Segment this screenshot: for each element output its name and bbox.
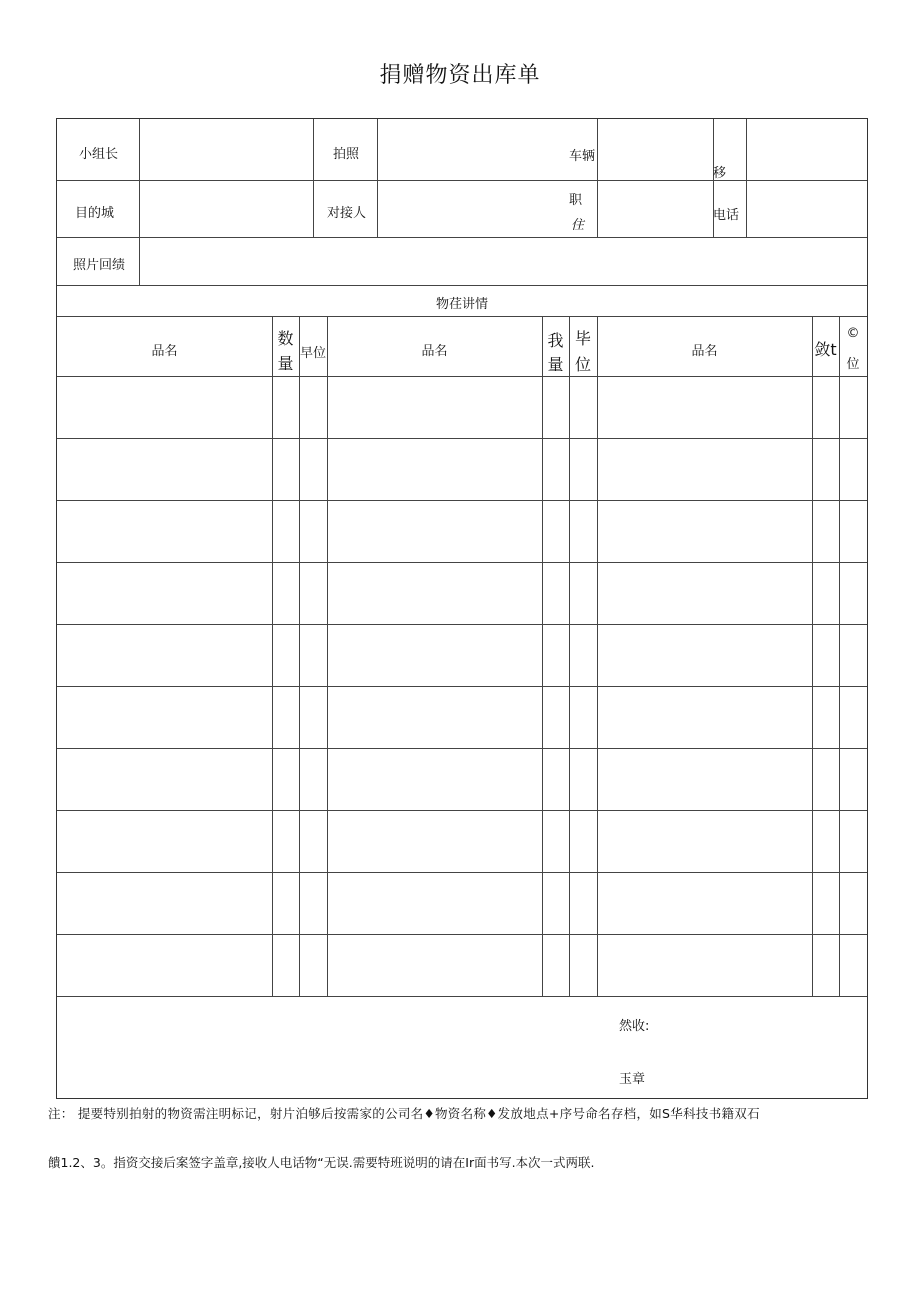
col-divider — [746, 119, 747, 237]
col-divider — [377, 119, 378, 237]
outbound-form — [56, 118, 868, 1099]
receiver-label: 然收: — [619, 1019, 650, 1034]
row-divider — [57, 748, 867, 749]
row-divider — [57, 996, 867, 997]
phone-label: 电话 — [713, 208, 740, 223]
row-divider — [57, 624, 867, 625]
col-divider — [542, 316, 543, 996]
row-divider — [57, 934, 867, 935]
contact-label: 对接人 — [327, 206, 367, 221]
position-label-bottom: 住 — [571, 218, 585, 233]
col-header-qty-3: 敛t — [814, 340, 837, 359]
col-header-unit-3-bottom: 位 — [846, 357, 860, 372]
photo-label: 拍照 — [333, 147, 360, 162]
col-divider — [139, 119, 140, 285]
note-line-2: 饋1.2、3。指资交接后案签字盖章,接收人电话物“无误.需要特班说明的请在Ir面书写.本次一式两联. — [48, 1155, 595, 1170]
section-title: 物荏讲情 — [435, 297, 488, 312]
col-divider — [812, 316, 813, 996]
col-divider — [597, 119, 598, 237]
seal-label: 玉章 — [619, 1072, 646, 1087]
position-label-top: 职 — [569, 193, 583, 208]
col-header-unit-1: 早位 — [299, 346, 326, 361]
col-divider — [272, 316, 273, 996]
col-divider — [313, 119, 314, 237]
row-divider — [57, 438, 867, 439]
col-divider — [839, 316, 840, 996]
row-divider — [57, 316, 867, 317]
row-divider — [57, 500, 867, 501]
page-title: 捐赠物资出库单 — [379, 63, 541, 88]
row-divider — [57, 285, 867, 286]
col-header-qty-2-top: 我 — [547, 331, 564, 350]
row-divider — [57, 237, 867, 238]
col-header-unit-2-bottom: 位 — [574, 355, 591, 374]
row-divider — [57, 872, 867, 873]
col-divider — [299, 316, 300, 996]
row-divider — [57, 686, 867, 687]
destination-label: 目的城 — [75, 206, 115, 221]
photo-return-label: 照片回绩 — [73, 258, 126, 273]
group-leader-label: 小组长 — [79, 147, 119, 162]
col-divider — [569, 316, 570, 996]
col-header-name: 品名 — [421, 344, 448, 359]
col-header-unit-2-top: 毕 — [574, 329, 591, 348]
col-header-qty-1-top: 数 — [277, 329, 294, 348]
row-divider — [57, 810, 867, 811]
move-label: 移 — [713, 166, 727, 181]
col-header-qty-1-bottom: 量 — [277, 354, 294, 373]
col-divider — [597, 316, 598, 996]
col-header-name: 品名 — [691, 344, 718, 359]
row-divider — [57, 562, 867, 563]
col-header-unit-3-top: © — [846, 326, 860, 341]
row-divider — [57, 376, 867, 377]
vehicle-label: 车辆 — [569, 149, 596, 164]
col-header-qty-2-bottom: 量 — [547, 355, 564, 374]
note-line-1: 注： 提要特别拍射的物资需注明标记，射片泊够后按需家的公司名♦物资名称♦发放地点+序号命名存档，如S华科技书籍双石 — [48, 1106, 760, 1121]
col-divider — [327, 316, 328, 996]
col-header-name: 品名 — [151, 344, 178, 359]
